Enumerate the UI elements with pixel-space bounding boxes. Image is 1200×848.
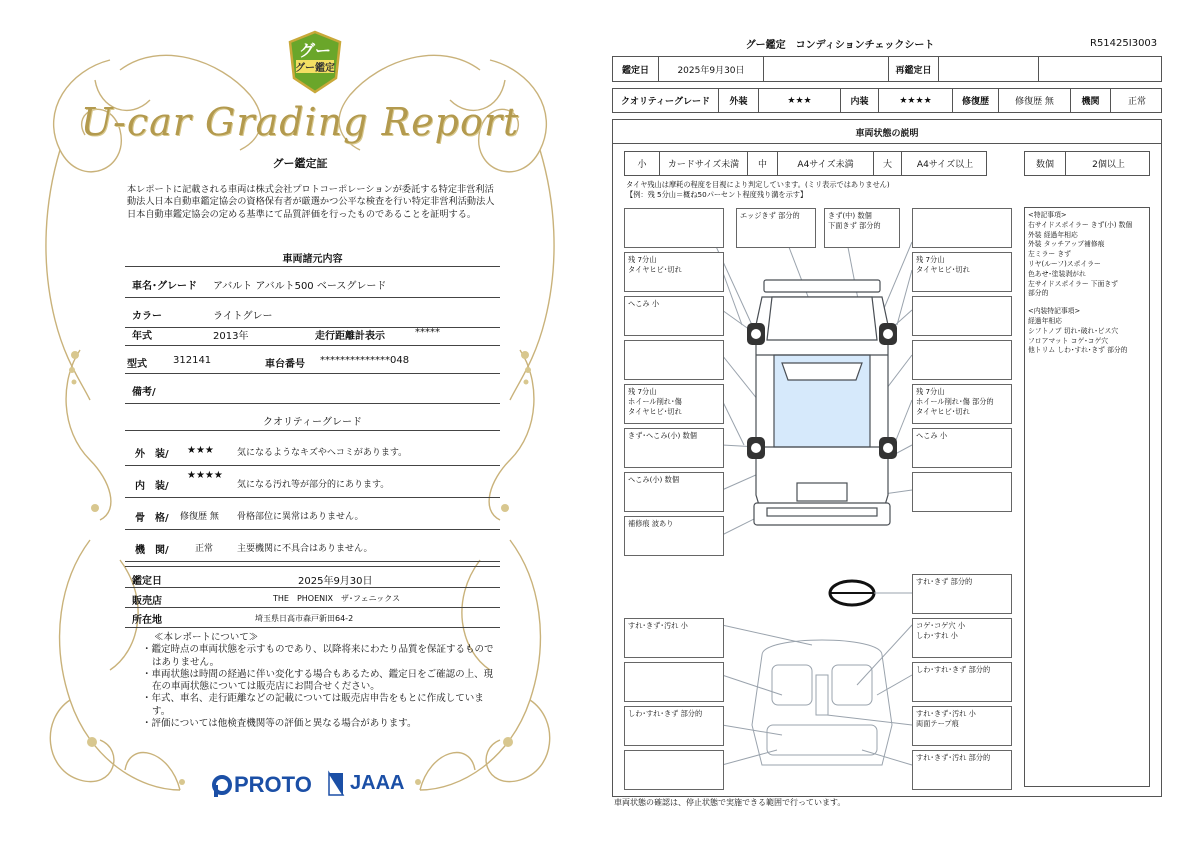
model-value: 312141 xyxy=(173,355,212,366)
interior-label-box xyxy=(624,618,724,658)
note-item: ・年式、車名、走行距離などの記載については販売店申告をもとに作成しています。 xyxy=(142,693,484,717)
special-item: 外装 経過年相応 xyxy=(1028,230,1078,239)
info-value: THE PHOENIX ザ･フェニックス xyxy=(273,594,401,603)
special-item: 外装 タッチアップ補修痕 xyxy=(1028,240,1105,249)
exterior-label-box xyxy=(912,208,1012,248)
label-text: しわ･すれ 小 xyxy=(916,631,958,640)
label-text: ホイール削れ･傷 部分的 xyxy=(916,397,994,406)
special-item: 部分的 xyxy=(1028,289,1049,298)
interior-item: フロアマット コゲ･コゲ穴 xyxy=(1028,336,1109,345)
interior-label: 内装 xyxy=(840,89,878,112)
size-large: 大 xyxy=(873,152,901,175)
label-text: すれ･きず･汚れ 小 xyxy=(916,709,976,718)
interior-item: 他トリム しわ･すれ･きず 部分的 xyxy=(1028,346,1128,355)
certificate-intro: 本レポートに記載される車両は株式会社プロトコーポレーションが委託する特定非営利活動法人日本自動車鑑定協会の資格保有者が厳選かつ公平な検査を行い特定非営利活動法人日本自動車鑑定協会の定める基準にて品質評価を行ったものであることを証明する。 xyxy=(127,184,495,220)
count-label: 数個 xyxy=(1035,160,1054,170)
size-small-desc: カードサイズ未満 xyxy=(659,152,747,175)
label-text: タイヤヒビ･切れ xyxy=(916,407,970,416)
sheet-title: グー鑑定 コンディションチェックシート xyxy=(745,40,935,51)
exterior-label-box xyxy=(824,208,900,248)
quality-value: 正常 xyxy=(195,544,214,554)
document-id: R51425I3003 xyxy=(1090,38,1158,49)
label-text: エッジきず 部分的 xyxy=(740,211,800,220)
date-row xyxy=(612,56,1162,82)
blank-cell xyxy=(763,57,888,81)
color-value: ライトグレー xyxy=(213,311,273,322)
label-text: きず･へこみ(小) 数個 xyxy=(628,431,697,440)
size-medium-desc: A4サイズ未満 xyxy=(777,152,873,175)
exterior-label-box xyxy=(624,252,724,292)
spec-heading: 車両諸元内容 xyxy=(282,254,343,265)
name-label: 車名･グレード xyxy=(132,281,197,292)
note-item: ・鑑定時点の車両状態を示すものであり、以降将来にわたり品質を保証するものではありません。 xyxy=(142,644,494,668)
quality-desc: 主要機関に不具合はありません。 xyxy=(237,544,373,554)
size-large-desc: A4サイズ以上 xyxy=(901,152,988,175)
jaaa-brand: JAAA xyxy=(350,772,405,794)
count-value: 2個以上 xyxy=(1065,152,1151,175)
year-value: 2013年 xyxy=(213,331,249,342)
report-script-title: U-car Grading Report xyxy=(80,100,520,144)
quality-row-engine xyxy=(125,532,500,562)
chassis-value: **************048 xyxy=(320,355,410,366)
note-item: ・車両状態は時間の経過に伴い変化する場合もあるため、鑑定日をご確認の上、現在の車両状態については販売店にお問合せください。 xyxy=(142,668,494,693)
date-value: 2025年9月30日 xyxy=(658,57,763,81)
svg-text:グー: グー xyxy=(298,41,332,60)
reinspect-label: 再鑑定日 xyxy=(888,57,938,81)
interior-item: シフトノブ 切れ･破れ･ビス穴 xyxy=(1028,326,1119,335)
size-medium: 中 xyxy=(747,152,777,175)
exterior-label: 外装 xyxy=(718,89,758,112)
label-text: 残 7分山 xyxy=(916,255,945,264)
quality-desc: 気になるようなキズやヘコミがあります。 xyxy=(237,448,408,458)
special-notes xyxy=(1024,207,1150,787)
engine-label: 機関 xyxy=(1070,89,1110,112)
interior-label-box xyxy=(912,662,1012,702)
proto-brand: PROTO xyxy=(234,772,312,797)
quality-label: 機 関/ xyxy=(135,545,169,556)
special-item: リヤ(ルーフ)スポイラー xyxy=(1028,259,1101,268)
label-text: へこみ 小 xyxy=(916,431,948,440)
quality-desc: 骨格部位に異常はありません。 xyxy=(237,512,364,522)
tire-note: タイヤ残山は摩耗の程度を目視により判定しています。(ミリ表示ではありません) xyxy=(626,180,890,189)
special-item: 右サイドスポイラー きず(小) 数個 xyxy=(1028,220,1133,229)
note-item: ・評価については他検査機関等の評価と異なる場合があります。 xyxy=(142,718,417,730)
label-text: すれ･きず 部分的 xyxy=(916,577,973,586)
info-label: 鑑定日 xyxy=(132,576,162,587)
label-text: しわ･すれ･きず 部分的 xyxy=(628,709,703,718)
quality-heading: クオリティーグレード xyxy=(263,417,362,428)
name-value: アバルト アバルト500 ベースグレード xyxy=(213,281,387,292)
interior-item: 経過年相応 xyxy=(1028,316,1062,325)
special-item: 左ミラー きず xyxy=(1028,250,1071,259)
spec-row-remarks xyxy=(125,374,500,404)
exterior-label-box xyxy=(624,208,724,248)
label-text: きず(中) 数個 xyxy=(828,211,872,220)
info-label: 所在地 xyxy=(132,615,162,626)
special-title: <特記事項> xyxy=(1028,211,1067,219)
model-label: 型式 xyxy=(127,359,147,370)
remarks-label: 備考/ xyxy=(132,387,156,398)
repair-value: 修復歴 無 xyxy=(998,89,1070,112)
quality-desc: 気になる汚れ等が部分的にあります。 xyxy=(237,480,390,490)
grade-label: クオリティーグレード xyxy=(620,97,711,107)
label-text: 残 7分山 xyxy=(628,387,657,396)
divider xyxy=(612,143,1162,144)
blank-cell xyxy=(1038,57,1163,81)
label-text: 両面テープ痕 xyxy=(916,719,959,728)
quality-row-frame xyxy=(125,500,500,530)
mileage-label: 走行距離計表示 xyxy=(315,331,385,342)
label-text: コゲ･コゲ穴 小 xyxy=(916,621,966,630)
exterior-label-box xyxy=(912,384,1012,424)
interior-label-box xyxy=(624,662,724,702)
spec-row-name xyxy=(125,268,500,298)
quality-row-exterior xyxy=(125,436,500,466)
exterior-label-box xyxy=(736,208,816,248)
interior-label-box xyxy=(912,750,1012,790)
tire-example: 【例：残 5分山＝概ね50パーセント程度残り溝を示す】 xyxy=(626,190,808,199)
year-label: 年式 xyxy=(132,331,152,342)
certificate-heading: グー鑑定証 xyxy=(272,157,328,170)
info-label: 販売店 xyxy=(132,596,162,607)
grade-row xyxy=(612,88,1162,113)
quality-label: 内 装/ xyxy=(135,481,169,492)
exterior-label-box xyxy=(912,340,1012,380)
exterior-label-box xyxy=(624,384,724,424)
exterior-value: ★★★ xyxy=(758,89,840,112)
quality-value: ★★★★ xyxy=(187,470,223,481)
quality-label: 外 装/ xyxy=(135,449,169,460)
label-text: ホイール削れ･傷 xyxy=(628,397,682,406)
exterior-label-box xyxy=(912,252,1012,292)
count-legend xyxy=(1024,151,1150,176)
label-text: すれ･きず･汚れ 部分的 xyxy=(916,753,991,762)
label-text: 残 7分山 xyxy=(916,387,945,396)
notes-title: ≪本レポートについて≫ xyxy=(154,632,259,643)
quality-row-interior xyxy=(125,466,500,498)
label-text: しわ･すれ･きず 部分的 xyxy=(916,665,991,674)
exterior-label-box xyxy=(624,472,724,512)
condition-check-sheet xyxy=(600,0,1200,848)
exterior-label-box xyxy=(912,472,1012,512)
blank-cell xyxy=(938,57,1038,81)
label-text: 補修痕 波あり xyxy=(628,519,674,528)
special-item: 色あせ･塗装剥がれ xyxy=(1028,269,1086,278)
exterior-label-box xyxy=(624,516,724,556)
exterior-label-box xyxy=(624,428,724,468)
engine-value: 正常 xyxy=(1110,89,1163,112)
proto-logo-icon xyxy=(212,774,232,798)
exterior-label-box xyxy=(912,428,1012,468)
svg-text:グー鑑定: グー鑑定 xyxy=(295,63,335,74)
mileage-value: ***** xyxy=(415,327,440,338)
divider xyxy=(125,430,500,431)
special-item: 左サイドスポイラー 下面きず xyxy=(1028,279,1118,288)
interior-label-box xyxy=(912,574,1012,614)
quality-value: ★★★ xyxy=(187,445,214,456)
size-legend xyxy=(624,151,987,176)
label-text: 下面きず 部分的 xyxy=(828,221,881,230)
spec-row-year xyxy=(125,318,500,346)
exterior-label-box xyxy=(624,340,724,380)
interior-title: <内装特記事項> xyxy=(1028,307,1081,316)
label-text: すれ･きず･汚れ 小 xyxy=(628,621,688,630)
label-text: へこみ 小 xyxy=(628,299,660,308)
quality-value: 修復歴 無 xyxy=(180,512,219,522)
condition-section-title: 車両状態の説明 xyxy=(855,129,919,139)
quality-label: 骨 格/ xyxy=(135,513,169,524)
color-label: カラー xyxy=(132,311,162,322)
label-text: タイヤヒビ･切れ xyxy=(916,265,970,274)
date-label: 鑑定日 xyxy=(621,65,649,76)
spec-row-model xyxy=(125,346,500,374)
size-small: 小 xyxy=(637,160,647,170)
report-notes xyxy=(142,632,494,730)
info-value: 埼玉県日高市森戸新田64-2 xyxy=(255,614,354,623)
sheet-footer: 車両状態の確認は、停止状態で実施できる範囲で行っています。 xyxy=(614,798,846,807)
exterior-label-box xyxy=(912,296,1012,336)
interior-label-box xyxy=(912,618,1012,658)
info-value: 2025年9月30日 xyxy=(298,576,373,587)
label-text: へこみ(小) 数個 xyxy=(628,475,680,484)
label-text: タイヤヒビ･切れ xyxy=(628,265,682,274)
interior-label-box xyxy=(624,706,724,746)
label-text: 残 7分山 xyxy=(628,255,657,264)
info-row-date xyxy=(125,566,500,588)
interior-value: ★★★★ xyxy=(878,89,952,112)
info-row-dealer xyxy=(125,588,500,608)
exterior-label-box xyxy=(624,296,724,336)
chassis-label: 車台番号 xyxy=(265,359,305,370)
divider xyxy=(125,266,500,267)
jaaa-logo-icon xyxy=(326,770,346,798)
repair-label: 修復歴 xyxy=(952,89,998,112)
info-row-address xyxy=(125,608,500,628)
interior-label-box xyxy=(624,750,724,790)
interior-label-box xyxy=(912,706,1012,746)
label-text: タイヤヒビ･切れ xyxy=(628,407,682,416)
goo-appraisal-logo xyxy=(286,30,344,94)
